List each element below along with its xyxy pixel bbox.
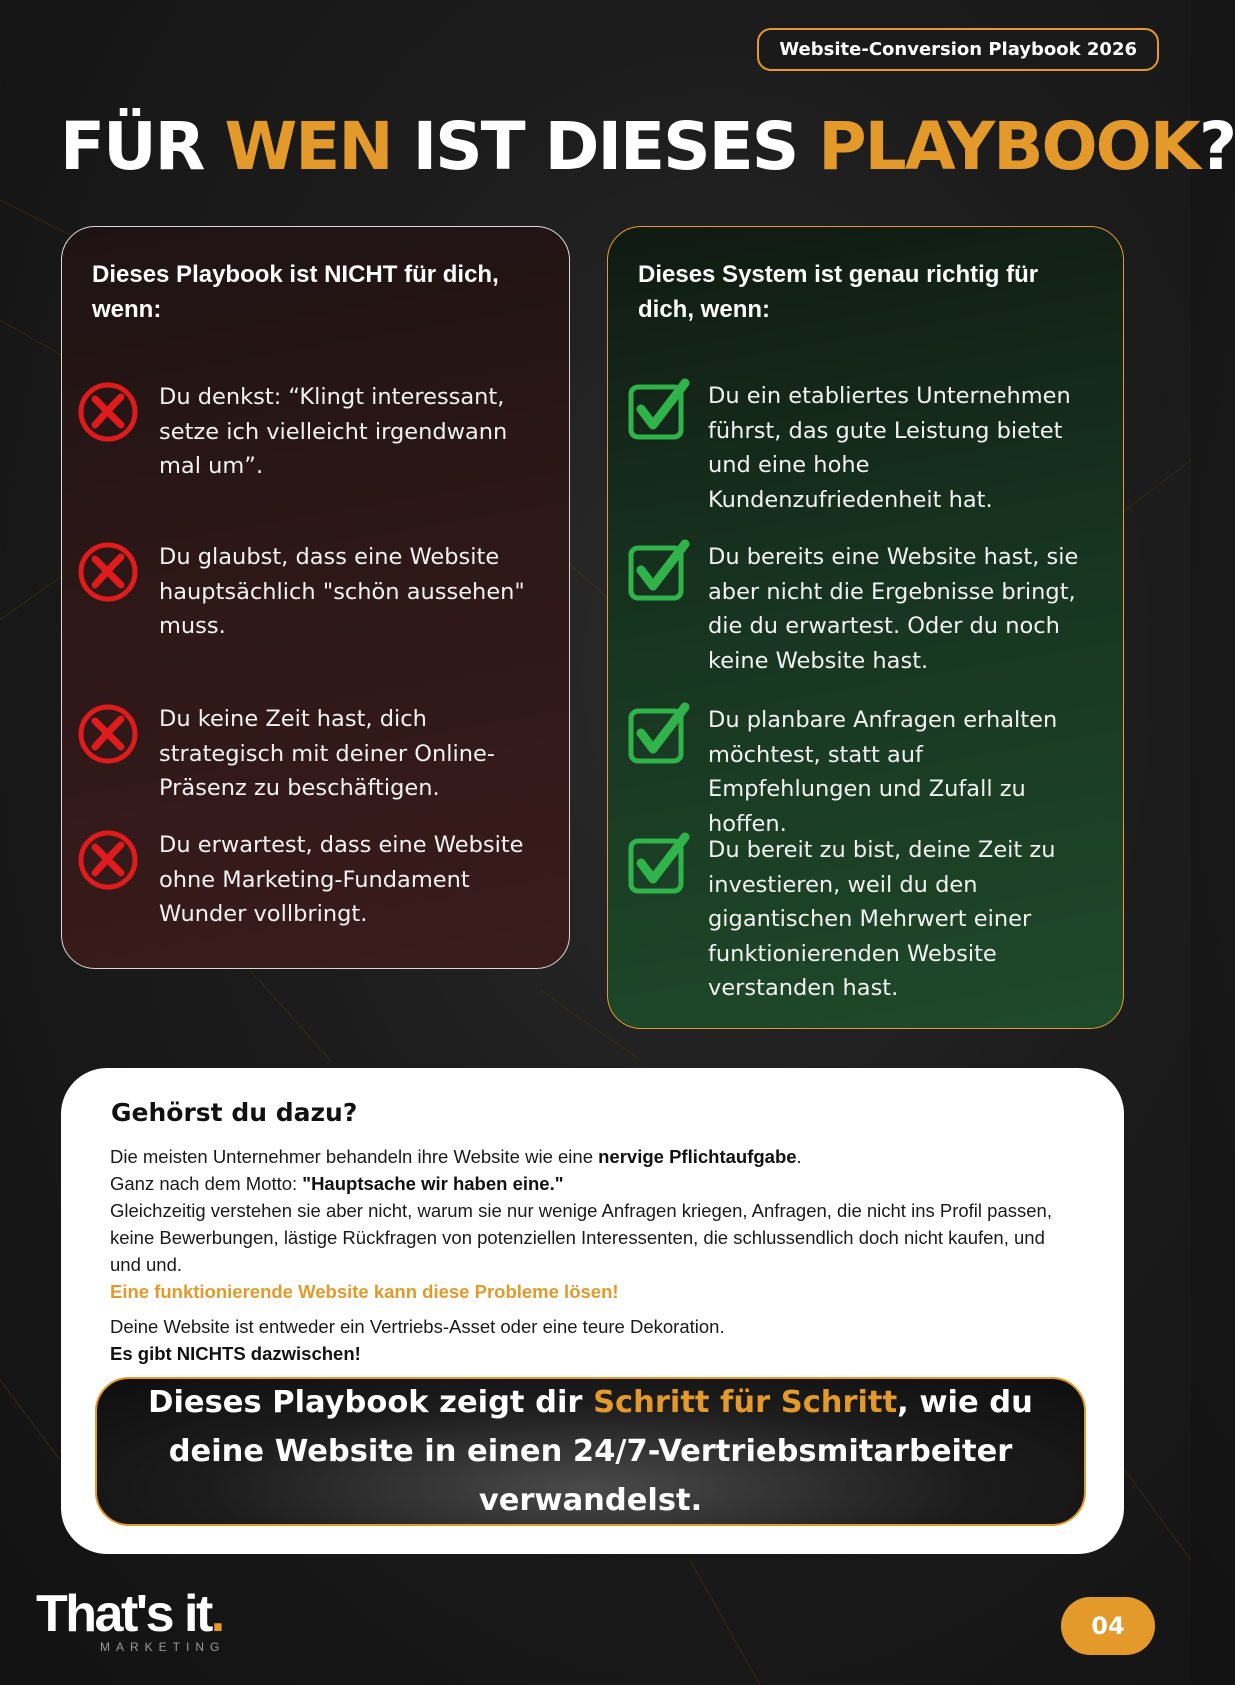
title-question-mark: ? — [1198, 108, 1235, 185]
checkbox-check-icon — [627, 540, 691, 604]
right-for-heading: Dieses System ist genau richtig für dich, wenn: — [638, 261, 1039, 323]
right-for-item-text: Du ein etabliertes Unternehmen führst, das gute Leistung bietet und eine hohe Kundenzufriedenheit hat. — [708, 383, 1071, 513]
cta-text-end: , wie du deine Website in einen 24/7-Vertriebsmitarbeiter verwandelst. — [168, 1385, 1033, 1518]
checkbox-check-icon — [627, 379, 691, 443]
page-title — [60, 108, 1235, 185]
info-body — [110, 1143, 1070, 1367]
x-circle-icon — [78, 540, 142, 604]
info-card — [61, 1068, 1124, 1554]
not-for-item-text: Du erwartest, dass eine Website ohne Marketing-Fundament Wunder vollbringt. — [159, 832, 524, 927]
right-for-item — [627, 703, 1107, 841]
not-for-item-text: Du keine Zeit hast, dich strategisch mit deiner Online-Präsenz zu beschäftigen. — [159, 706, 496, 801]
info-line-2-text: Ganz nach dem Motto: — [110, 1173, 303, 1194]
not-for-item — [78, 380, 558, 484]
checkbox-check-icon — [627, 833, 691, 897]
right-for-item-text: Du planbare Anfragen erhalten möchtest, statt auf Empfehlungen und Zufall zu hoffen. — [708, 707, 1058, 837]
info-line-1-end: . — [796, 1146, 802, 1167]
cta-text-accent: Schritt für Schritt — [593, 1385, 898, 1420]
info-line-1-text: Die meisten Unternehmer behandeln ihre Website wie eine — [110, 1146, 599, 1167]
info-statement-bold-text: Es gibt NICHTS dazwischen! — [110, 1343, 361, 1364]
right-for-item — [627, 379, 1107, 517]
info-heading: Gehörst du dazu? — [111, 1098, 358, 1127]
info-line-2 — [110, 1170, 1070, 1197]
cta-banner — [95, 1377, 1086, 1526]
info-statement-bold — [110, 1340, 1070, 1367]
not-for-item-text: Du denkst: “Klingt interessant, setze ich vielleicht irgendwann mal um”. — [159, 384, 508, 479]
not-for-item — [78, 540, 558, 644]
cta-text-start: Dieses Playbook zeigt dir — [148, 1385, 594, 1420]
page-number-badge: 04 — [1061, 1597, 1155, 1655]
logo-subtitle: MARKETING — [100, 1640, 226, 1654]
not-for-item — [78, 702, 558, 806]
not-for-card — [61, 226, 570, 969]
not-for-item — [78, 828, 558, 932]
title-part-3: IST DIESES — [391, 108, 819, 185]
not-for-heading: Dieses Playbook ist NICHT für dich, wenn: — [92, 261, 499, 323]
right-for-item-text: Du bereits eine Website hast, sie aber nicht die Ergebnisse bringt, die du erwartest. Oder du noch keine Website hast. — [708, 544, 1079, 674]
title-accent-playbook: PLAYBOOK — [818, 108, 1199, 185]
x-circle-icon — [78, 828, 142, 892]
playbook-badge: Website-Conversion Playbook 2026 — [757, 28, 1159, 71]
info-paragraph: Gleichzeitig verstehen sie aber nicht, warum sie nur wenige Anfragen kriegen, Anfragen, die nicht ins Profil passen, keine Bewerbungen, lästige Rückfragen von potenziellen Interessenten, die schlussendlich doch nicht kaufen, und und und. — [110, 1200, 1052, 1275]
logo-wordmark — [36, 1585, 225, 1643]
right-for-card — [607, 226, 1124, 1029]
info-statement: Deine Website ist entweder ein Vertriebs-Asset oder eine teure Dekoration. — [110, 1316, 725, 1337]
checkbox-check-icon — [627, 703, 691, 767]
info-line-1-bold: nervige Pflichtaufgabe — [598, 1146, 797, 1167]
not-for-item-text: Du glaubst, dass eine Website hauptsächlich "schön aussehen" muss. — [159, 544, 525, 639]
logo-dot: . — [210, 1585, 223, 1643]
x-circle-icon — [78, 702, 142, 766]
info-highlight: Eine funktionierende Website kann diese Probleme lösen! — [110, 1281, 619, 1302]
title-accent-wen: WEN — [224, 108, 392, 185]
cta-text — [97, 1378, 1084, 1525]
logo-text: That's it — [36, 1585, 211, 1643]
info-line-1 — [110, 1143, 1070, 1170]
right-for-item-text: Du bereit zu bist, deine Zeit zu investieren, weil du den gigantischen Mehrwert einer funktionierenden Website verstanden hast. — [708, 837, 1056, 1001]
info-line-2-bold: "Hauptsache wir haben eine." — [302, 1173, 564, 1194]
right-for-item — [627, 540, 1107, 678]
brand-logo — [36, 1585, 226, 1654]
title-part-1: FÜR — [60, 108, 225, 185]
x-circle-icon — [78, 380, 142, 444]
right-for-item — [627, 833, 1107, 1006]
